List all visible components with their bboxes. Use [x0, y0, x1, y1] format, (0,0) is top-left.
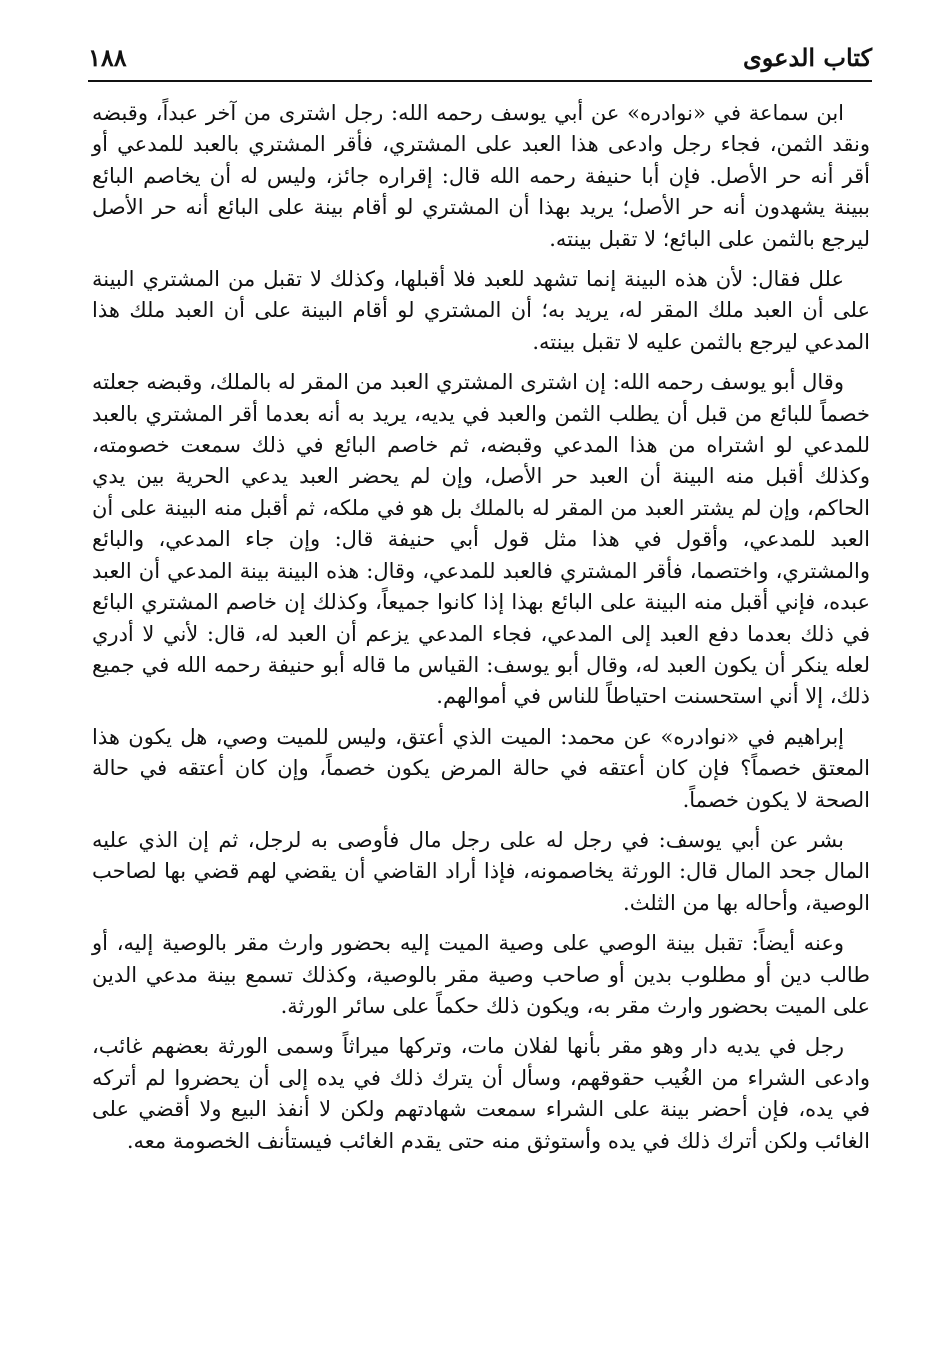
chapter-title: كتاب الدعوى — [742, 42, 872, 72]
header-divider — [88, 80, 872, 82]
paragraph-1: ابن سماعة في «نوادره» عن أبي يوسف رحمه الله: رجل اشترى من آخر عبداً، وقبضه ونقد الثمن، فجاء رجل وادعى هذا العبد على المشتري، فأقر المشتري بالعبد للمدعي أو أقر أنه حر الأصل. فإن أبا حنيفة رحمه الله قال: إقراره جائز، وليس له أن يخاصم البائع ببينة يشهدون أنه حر الأصل؛ يريد بهذا أن المشتري لو أقام بينة على البائع أنه حر الأصل ليرجع بالثمن على البائع؛ لا تقبل بينته. — [92, 101, 870, 251]
page-number: ١٨٨ — [88, 42, 127, 72]
paragraph-6: وعنه أيضاً: تقبل بينة الوصي على وصية الميت إليه بحضور وارث مقر بالوصية إليه، أو طالب دين أو مطلوب بدين أو صاحب وصية مقر بالوصية، وكذلك تسمع بينة مدعي الدين على الميت بحضور وارث مقر به، ويكون ذلك حكماً على سائر الورثة. — [92, 931, 870, 1018]
paragraph-3: وقال أبو يوسف رحمه الله: إن اشترى المشتري العبد من المقر له بالملك، وقبضه جعلته خصماً للبائع من قبل أن يطلب الثمن والعبد في يديه، يريد به أنه بعدما أقر المشتري بالعبد للمدعي لو اشتراه من هذا المدعي وقبضه، ثم خاصم البائع في ذلك سمعت خصومته، وكذلك أقبل منه البينة أن العبد حر الأصل، وإن لم يحضر العبد يدعي الحرية بين يدي الحاكم، وإن لم يشتر العبد من المقر له بالملك بل هو في ملكه، ثم أقبل منه البينة على أن العبد للمدعي، وأقول في هذا مثل قول أبي حنيفة قال: وإن جاء المدعي، والبائع والمشتري، واختصما، فأقر المشتري فالعبد للمدعي، وقال: هذه البينة بينة المدعي أن العبد عبده، فإني أقبل منه البينة على البائع بهذا إذا كانوا جميعاً، وكذلك إن خاصم المشتري البائع في ذلك بعدما دفع العبد إلى المدعي، فجاء المدعي يزعم أن العبد له، قال: لأني لا أدري لعله ينكر أن يكون العبد له، وقال أبو يوسف: القياس ما قاله أبو حنيفة رحمه الله في جميع ذلك، إلا أني استحسنت احتياطاً للناس في أموالهم. — [92, 370, 870, 709]
paragraph-4: إبراهيم في «نوادره» عن محمد: الميت الذي أعتق، وليس للميت وصي، هل يكون هذا المعتق خصماً؟ فإن كان أعتقه في حالة المرض يكون خصماً، وإن كان أعتقه في حالة الصحة لا يكون خصماً. — [92, 724, 870, 812]
page-header — [88, 40, 872, 74]
page-body — [92, 98, 870, 1157]
paragraph-2: علل فقال: لأن هذه البينة إنما تشهد للعبد فلا أقبلها، وكذلك لا تقبل من المشتري البينة على أن العبد ملك المقر له، يريد به؛ أن المشتري لو أقام البينة على أن العبد ملك هذا المدعي ليرجع بالثمن عليه لا تقبل بينته. — [92, 267, 870, 354]
paragraph-5: بشر عن أبي يوسف: في رجل له على رجل مال فأوصى به لرجل، ثم إن الذي عليه المال جحد المال قال: الورثة يخاصمونه، فإذا أراد القاضي أن يقضي لهم قضي بها لصاحب الوصية، وأحاله بها من الثلث. — [92, 827, 870, 915]
paragraph-7: رجل في يديه دار وهو مقر بأنها لفلان مات، وتركها ميراثاً وسمى الورثة بعضهم غائب، وادعى الشراء من الغُيب حقوقهم، وسأل أن يترك ذلك في يده إلى أن يحضروا لم أتركه في يده، فإن أحضر بينة على الشراء سمعت شهادتهم ولكن لا أنفذ البيع ولا أقضي على الغائب ولكن أترك ذلك في يده وأستوثق منه حتى يقدم الغائب فيستأنف الخصومة معه. — [92, 1034, 870, 1153]
